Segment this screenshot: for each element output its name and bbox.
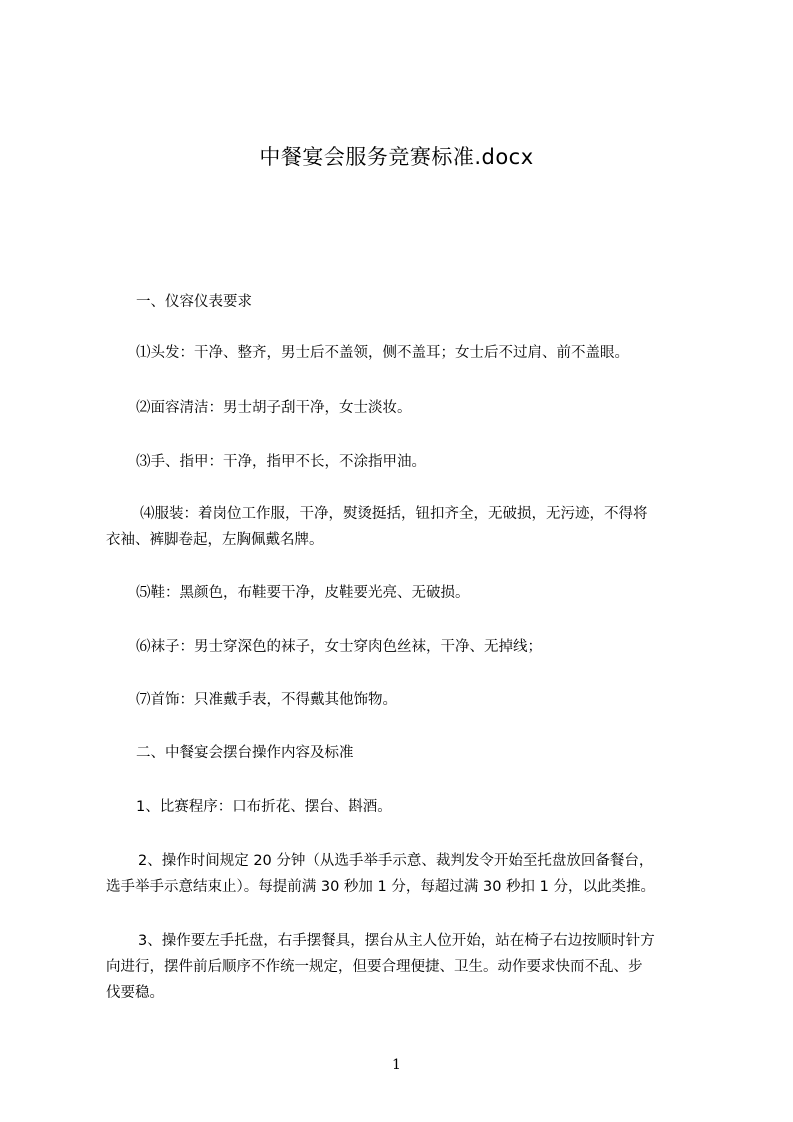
paragraph-face: ⑵面容清洁：男士胡子刮干净，女士淡妆。: [136, 400, 412, 416]
paragraph-operation-line-2: 向进行，摆件前后顺序不作统一规定，但要合理便捷、卫生。动作要求快而不乱、步: [106, 959, 643, 975]
paragraph-competition-procedure: 1、比赛程序：口布折花、摆台、斟酒。: [136, 799, 392, 815]
paragraph-jewelry: ⑺首饰：只准戴手表，不得戴其他饰物。: [136, 692, 397, 708]
paragraph-hair: ⑴头发：干净、整齐，男士后不盖领，侧不盖耳；女士后不过肩、前不盖眼。: [136, 345, 629, 361]
section-heading-appearance: 一、仪容仪表要求: [136, 294, 252, 310]
paragraph-time-limit-line-2: 选手举手示意结束止）。每提前满 30 秒加 1 分，每超过满 30 秒扣 1 分，以此类推。: [106, 879, 655, 895]
paragraph-operation-line-3: 伐要稳。: [106, 985, 164, 1001]
paragraph-time-limit-line-1: 2、操作时间规定 20 分钟（从选手举手示意、裁判发令开始至托盘放回备餐台，: [138, 853, 654, 869]
page-number: 1: [392, 1057, 401, 1073]
paragraph-shoes: ⑸鞋：黑颜色，布鞋要干净，皮鞋要光亮、无破损。: [136, 585, 470, 601]
paragraph-operation-line-1: 3、操作要左手托盘，右手摆餐具，摆台从主人位开始，站在椅子右边按顺时针方: [138, 933, 655, 949]
section-heading-table-setting: 二、中餐宴会摆台操作内容及标准: [136, 745, 354, 761]
paragraph-uniform-line-1: ⑷服装：着岗位工作服，干净，熨烫挺括，钮扣齐全，无破损，无污迹，不得将: [140, 506, 648, 522]
paragraph-nails: ⑶手、指甲：干净，指甲不长，不涂指甲油。: [136, 454, 426, 470]
document-title: 中餐宴会服务竞赛标准.docx: [259, 145, 534, 169]
paragraph-uniform-line-2: 衣袖、裤脚卷起，左胸佩戴名牌。: [106, 532, 324, 548]
paragraph-socks: ⑹袜子：男士穿深色的袜子，女士穿肉色丝袜，干净、无掉线；: [136, 639, 542, 655]
